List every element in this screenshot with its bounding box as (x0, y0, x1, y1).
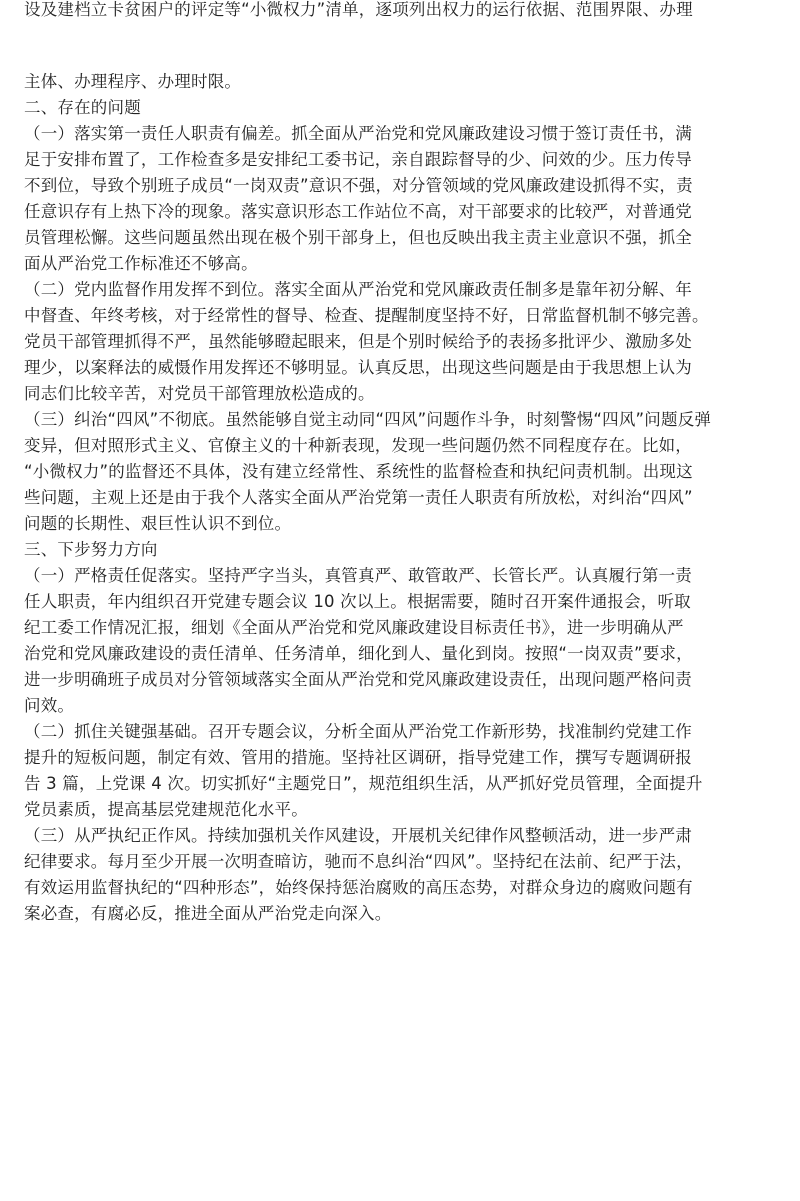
document-body (24, 69, 780, 927)
text-line: （二）抓住关键强基础。召开专题会议，分析全面从严治党工作新形势，找准制约党建工作 (24, 722, 692, 741)
text-line: 二、存在的问题 (24, 98, 141, 117)
text-line: 员管理松懈。这些问题虽然出现在极个别干部身上，但也反映出我主责主业意识不强，抓全 (24, 228, 692, 247)
text-line: 中督查、年终考核，对于经常性的督导、检查、提醒制度坚持不好，日常监督机制不够完善。 (24, 306, 709, 325)
document-page (24, 0, 780, 927)
text-line: 任意识存有上热下冷的现象。落实意识形态工作站位不高，对干部要求的比较严，对普通党 (24, 202, 692, 221)
text-line: 些问题，主观上还是由于我个人落实全面从严治党第一责任人职责有所放松，对纠治“四风” (24, 488, 693, 507)
text-line: （一）严格责任促落实。坚持严字当头，真管真严、敢管敢严、长管长严。认真履行第一责 (24, 566, 692, 585)
text-line: 任人职责，年内组织召开党建专题会议 10 次以上。根据需要，随时召开案件通报会，听取 (24, 592, 691, 611)
text-line: 党员素质，提高基层党建规范化水平。 (24, 800, 308, 819)
text-line: 党员干部管理抓得不严，虽然能够瞪起眼来，但是个别时候给予的表扬多批评少、激励多处 (24, 332, 692, 351)
text-line: （二）党内监督作用发挥不到位。落实全面从严治党和党风廉政责任制多是靠年初分解、年 (24, 280, 692, 299)
text-line: 问题的长期性、艰巨性认识不到位。 (24, 514, 292, 533)
text-line-top: 设及建档立卡贫困户的评定等“小微权力”清单，逐项列出权力的运行依据、范围界限、办理 (24, 0, 693, 19)
text-line: 提升的短板问题，制定有效、管用的措施。坚持社区调研，指导党建工作，撰写专题调研报 (24, 748, 692, 767)
text-line: 案必查，有腐必反，推进全面从严治党走向深入。 (24, 904, 392, 923)
text-line: “小微权力”的监督还不具体，没有建立经常性、系统性的监督检查和执纪问责机制。出现这 (24, 462, 693, 481)
page-gap (24, 23, 780, 69)
text-line: 三、下步努力方向 (24, 540, 158, 559)
text-line: 问效。 (24, 696, 75, 715)
text-line: （三）从严执纪正作风。持续加强机关作风建设，开展机关纪律作风整顿活动，进一步严肃 (24, 826, 692, 845)
text-line: 主体、办理程序、办理时限。 (24, 72, 242, 91)
text-line: 同志们比较辛苦，对党员干部管理放松造成的。 (24, 384, 375, 403)
text-line: 不到位，导致个别班子成员“一岗双责”意识不强，对分管领域的党风廉政建设抓得不实，责 (24, 176, 693, 195)
text-line: 告 3 篇，上党课 4 次。切实抓好“主题党日”，规范组织生活，从严抓好党员管理，全面提升 (24, 774, 703, 793)
text-line: （三）纠治“四风”不彻底。虽然能够自觉主动同“四风”问题作斗争，时刻警惕“四风”问题反弹 (24, 410, 712, 429)
text-line: 面从严治党工作标准还不够高。 (24, 254, 258, 273)
text-line: 理少，以案释法的威慑作用发挥还不够明显。认真反思，出现这些问题是由于我思想上认为 (24, 358, 692, 377)
text-line: 变异，但对照形式主义、官僚主义的十种新表现，发现一些问题仍然不同程度存在。比如， (24, 436, 692, 455)
text-line: 有效运用监督执纪的“四种形态”，始终保持惩治腐败的高压态势，对群众身边的腐败问题有 (24, 878, 693, 897)
text-line: 足于安排布置了，工作检查多是安排纪工委书记，亲自跟踪督导的少、问效的少。压力传导 (24, 150, 692, 169)
text-line: 进一步明确班子成员对分管领域落实全面从严治党和党风廉政建设责任，出现问题严格问责 (24, 670, 692, 689)
text-line: 治党和党风廉政建设的责任清单、任务清单，细化到人、量化到岗。按照“一岗双责”要求， (24, 644, 693, 663)
text-line: 纪律要求。每月至少开展一次明查暗访，驰而不息纠治“四风”。坚持纪在法前、纪严于法， (24, 852, 693, 871)
text-line: （一）落实第一责任人职责有偏差。抓全面从严治党和党风廉政建设习惯于签订责任书，满 (24, 124, 692, 143)
text-line: 纪工委工作情况汇报，细划《全面从严治党和党风廉政建设目标责任书》，进一步明确从严 (24, 618, 684, 637)
